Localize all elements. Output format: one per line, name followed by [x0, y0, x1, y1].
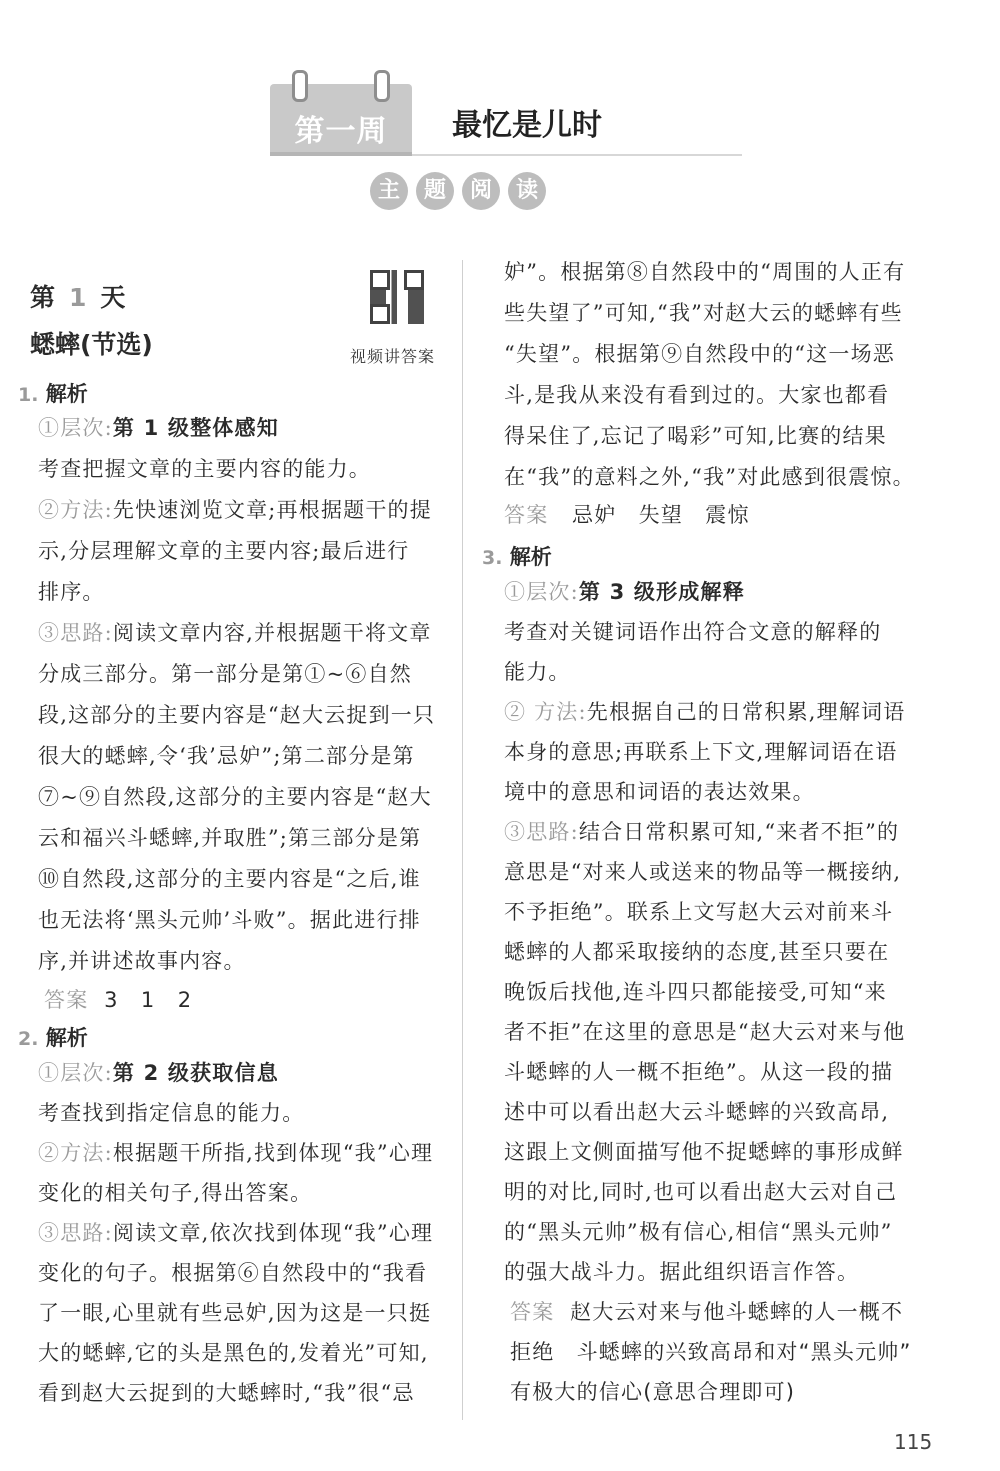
- q1-title: 解析: [45, 382, 88, 406]
- level-label: ①层次:: [38, 1061, 113, 1085]
- method-line: 示,分层理解文章的主要内容;最后进行: [38, 539, 410, 563]
- q2-method: [38, 1139, 433, 1167]
- q1-level: [38, 414, 279, 442]
- think-line: 的“黑头元帅”极有信心,相信“黑头元帅”: [504, 1220, 893, 1244]
- level-label: ①层次:: [38, 416, 113, 440]
- q2-cont-line: “失望”。根据第⑨自然段中的“这一场恶: [504, 342, 896, 366]
- theme-char: 阅: [462, 172, 500, 210]
- day-heading: [30, 278, 125, 314]
- column-divider: [462, 260, 463, 1420]
- answer-values: 忌妒 失望 震惊: [572, 503, 750, 527]
- binder-ring-icon: [374, 70, 390, 102]
- think-line: 了一眼,心里就有些忌妒,因为这是一只挺: [38, 1301, 432, 1325]
- method-line: 根据题干所指,找到体现“我”心理: [112, 1141, 434, 1165]
- q3-level: [504, 578, 745, 606]
- think-line: 蟋蟀的人都采取接纳的态度,甚至只要在: [504, 940, 890, 964]
- q3-think: [504, 818, 899, 846]
- answer-label: 答案: [44, 988, 89, 1012]
- day-prefix: 第: [30, 283, 56, 312]
- think-line: 变化的句子。根据第⑥自然段中的“我看: [38, 1261, 428, 1285]
- method-label: ②方法:: [38, 498, 113, 522]
- think-line: 斗蟋蟀的人一概不拒绝”。从这一段的描: [504, 1060, 894, 1084]
- q3-answer: [510, 1298, 903, 1326]
- q3-method: [504, 698, 905, 726]
- level-text: 第 3 级形成解释: [578, 580, 745, 604]
- think-line: 序,并讲述故事内容。: [38, 949, 246, 973]
- think-line: 很大的蟋蟀,令‘我’忌妒”;第二部分是第: [38, 744, 415, 768]
- method-label: ② 方法:: [504, 700, 587, 724]
- q2-level-desc: 考查找到指定信息的能力。: [38, 1101, 305, 1125]
- think-label: ③思路:: [38, 1221, 113, 1245]
- think-line: 阅读文章,依次找到体现“我”心理: [112, 1221, 434, 1245]
- think-line: 段,这部分的主要内容是“赵大云捉到一只: [38, 703, 436, 727]
- q3-title: 解析: [509, 545, 552, 569]
- think-line: 的强大战斗力。据此组织语言作答。: [504, 1260, 860, 1284]
- qr-code-icon[interactable]: [370, 270, 424, 324]
- page-number: 115: [894, 1430, 933, 1454]
- think-line: 不予拒绝”。联系上文写赵大云对前来斗: [504, 900, 894, 924]
- q3-level-desc: 能力。: [504, 660, 571, 684]
- week-tab: [270, 84, 412, 156]
- q3-level-desc: 考查对关键词语作出符合文意的解释的: [504, 620, 882, 644]
- think-line: 结合日常积累可知,“来者不拒”的: [578, 820, 900, 844]
- q1-method: [38, 496, 432, 524]
- think-label: ③思路:: [504, 820, 579, 844]
- answer-values: 3 1 2: [104, 988, 193, 1012]
- theme-char: 题: [416, 172, 454, 210]
- think-line: ⑦~⑨自然段,这部分的主要内容是“赵大: [38, 785, 432, 809]
- method-line: 排序。: [38, 580, 105, 604]
- think-line: 分成三部分。第一部分是第①~⑥自然: [38, 662, 412, 686]
- level-text: 第 1 级整体感知: [112, 416, 279, 440]
- answer-line: 有极大的信心(意思合理即可): [510, 1380, 796, 1404]
- think-line: 述中可以看出赵大云斗蟋蟀的兴致高昂,: [504, 1100, 890, 1124]
- think-label: ③思路:: [38, 621, 113, 645]
- method-line: 先快速浏览文章;再根据题干的提: [112, 498, 432, 522]
- answer-label: 答案: [504, 503, 549, 527]
- q1-number: 1.: [18, 384, 39, 406]
- method-line: 先根据自己的日常积累,理解词语: [586, 700, 906, 724]
- theme-char: 主: [370, 172, 408, 210]
- method-label: ②方法:: [38, 1141, 113, 1165]
- q2-think: [38, 1219, 433, 1247]
- think-line: 明的对比,同时,也可以看出赵大云对自己: [504, 1180, 898, 1204]
- answer-label: 答案: [510, 1300, 555, 1324]
- think-line: 意思是“对来人或送来的物品等一概接纳,: [504, 860, 902, 884]
- method-line: 境中的意思和词语的表达效果。: [504, 780, 815, 804]
- header-rule: [412, 154, 742, 156]
- method-line: 本身的意思;再联系上下文,理解词语在语: [504, 740, 898, 764]
- theme-badge: [370, 172, 570, 212]
- think-line: 阅读文章内容,并根据题干将文章: [112, 621, 432, 645]
- think-line: 看到赵大云捉到的大蟋蟀时,“我”很“忌: [38, 1381, 415, 1405]
- method-line: 变化的相关句子,得出答案。: [38, 1181, 313, 1205]
- q2-title: 解析: [45, 1026, 88, 1050]
- think-line: 晚饭后找他,连斗四只都能接受,可知“来: [504, 980, 887, 1004]
- q2-cont-line: 得呆住了,忘记了喝彩”可知,比赛的结果: [504, 424, 887, 448]
- think-line: ⑩自然段,这部分的主要内容是“之后,谁: [38, 867, 421, 891]
- q2-answer: [504, 501, 750, 529]
- think-line: 大的蟋蟀,它的头是黑色的,发着光”可知,: [38, 1341, 429, 1365]
- lesson-title: 蟋蟀(节选): [30, 330, 153, 359]
- q2-cont-line: 些失望了”可知,“我”对赵大云的蟋蟀有些: [504, 301, 903, 325]
- q3-number: 3.: [482, 547, 503, 569]
- week-tab-label: 第一周: [294, 114, 388, 149]
- answer-line: 赵大云对来与他斗蟋蟀的人一概不: [570, 1300, 904, 1324]
- week-title: 最忆是儿时: [452, 108, 602, 143]
- q1-answer: [44, 986, 192, 1014]
- day-suffix: 天: [100, 283, 126, 312]
- think-line: 者不拒”在这里的意思是“赵大云对来与他: [504, 1020, 906, 1044]
- q2-level: [38, 1059, 279, 1087]
- q2-cont-line: 在“我”的意料之外,“我”对此感到很震惊。: [504, 465, 915, 489]
- q2-cont-line: 斗,是我从来没有看到过的。大家也都看: [504, 383, 890, 407]
- day-number: 1: [69, 283, 87, 312]
- q1-think: [38, 619, 432, 647]
- theme-char: 读: [508, 172, 546, 210]
- binder-ring-icon: [292, 70, 308, 102]
- level-text: 第 2 级获取信息: [112, 1061, 279, 1085]
- qr-caption: 视频讲答案: [350, 347, 436, 366]
- q1-level-desc: 考查把握文章的主要内容的能力。: [38, 457, 371, 481]
- q1-heading: [18, 378, 88, 408]
- q2-number: 2.: [18, 1028, 39, 1050]
- answer-line: 拒绝 斗蟋蟀的兴致高昂和对“黑头元帅”: [510, 1340, 912, 1364]
- q2-heading: [18, 1022, 88, 1052]
- think-line: 也无法将‘黑头元帅’斗败”。据此进行排: [38, 908, 421, 932]
- think-line: 云和福兴斗蟋蟀,并取胜”;第三部分是第: [38, 826, 422, 850]
- q3-heading: [482, 541, 552, 571]
- q2-cont-line: 妒”。根据第⑧自然段中的“周围的人正有: [504, 260, 906, 284]
- level-label: ①层次:: [504, 580, 579, 604]
- think-line: 这跟上文侧面描写他不捉蟋蟀的事形成鲜: [504, 1140, 904, 1164]
